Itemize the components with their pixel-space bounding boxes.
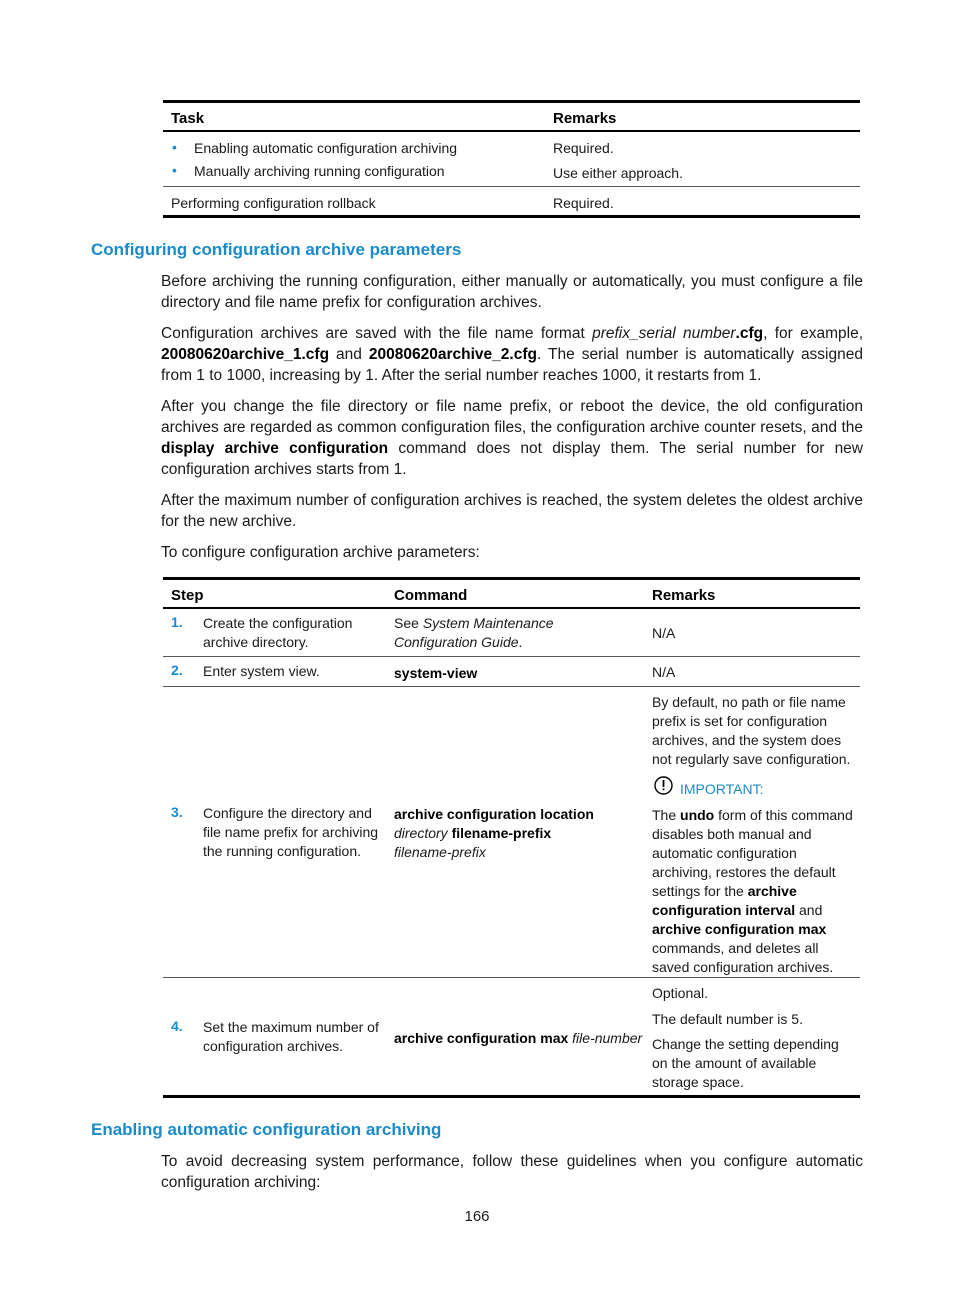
remarks-header: Remarks bbox=[553, 110, 617, 127]
step-command: archive configuration max file-number bbox=[394, 1030, 643, 1046]
section-title-auto-archiving: Enabling automatic configuration archiving bbox=[91, 1120, 442, 1139]
row-divider bbox=[163, 686, 860, 687]
paragraph: After the maximum number of configuration archives is reached, the system deletes the oldest archive for the new archive. bbox=[161, 492, 863, 530]
link-config-rollback[interactable]: Performing configuration rollback bbox=[171, 195, 376, 211]
table-bottom-rule bbox=[163, 215, 860, 218]
step-remarks: Change the setting depending on the amount of available storage space. bbox=[652, 1036, 839, 1090]
step-remarks: Optional. bbox=[652, 985, 709, 1001]
step-number: 4. bbox=[171, 1018, 183, 1034]
step-remarks: The default number is 5. bbox=[652, 1011, 803, 1027]
step-description: Set the maximum number of configuration archives. bbox=[203, 1019, 379, 1054]
step-remarks: N/A bbox=[652, 664, 676, 680]
step-command: archive configuration location directory filename-prefix filename-prefix bbox=[394, 806, 594, 860]
page-number: 166 bbox=[464, 1208, 490, 1225]
step-header: Step bbox=[171, 587, 204, 604]
table-bottom-rule bbox=[163, 1095, 860, 1098]
step-command: See System Maintenance Configuration Guide. bbox=[394, 615, 554, 650]
step-remarks-default: By default, no path or file name prefix is set for configuration archives, and the system does not regularly save configuration. bbox=[652, 694, 851, 767]
row-divider bbox=[163, 977, 860, 978]
header-rule bbox=[163, 130, 860, 132]
step-description: Configure the directory and file name prefix for archiving the running configuration. bbox=[203, 805, 379, 859]
row-divider bbox=[163, 186, 860, 187]
row-divider bbox=[163, 656, 860, 657]
task-header: Task bbox=[171, 110, 205, 127]
step-remarks: N/A bbox=[652, 625, 676, 641]
step-number: 3. bbox=[171, 804, 183, 820]
paragraph: To avoid decreasing system performance, follow these guidelines when you configure automatic configuration archiving: bbox=[161, 1153, 863, 1191]
bullet-icon: • bbox=[172, 162, 177, 178]
header-rule bbox=[163, 607, 860, 609]
remark-required-2: Required. bbox=[553, 195, 614, 211]
remark-required: Required. bbox=[553, 140, 614, 156]
step-description: Create the configuration archive directory. bbox=[203, 615, 353, 650]
paragraph: Configuration archives are saved with the file name format prefix_serial number.cfg, for example, 20080620archive_1.cfg and 20080620archive_2.cfg. The serial number is automatically assigned from 1 to 1000, increasing by 1. After the serial number reaches 1000, it restarts from 1. bbox=[161, 325, 863, 384]
paragraph: To configure configuration archive parameters: bbox=[161, 544, 480, 561]
step-command: system-view bbox=[394, 665, 478, 681]
section-title-archive-params: Configuring configuration archive parameters bbox=[91, 240, 462, 259]
bullet-icon: • bbox=[172, 139, 177, 155]
important-note: The undo form of this command disables both manual and automatic configuration archiving, restores the default settings for the archive configuration interval and archive configuration max commands, and deletes all saved configuration archives. bbox=[652, 807, 853, 975]
remark-either: Use either approach. bbox=[553, 165, 683, 181]
link-manually-archiving[interactable]: Manually archiving running configuration bbox=[194, 163, 445, 179]
important-icon bbox=[654, 776, 673, 795]
step-number: 2. bbox=[171, 662, 183, 678]
step-number: 1. bbox=[171, 614, 183, 630]
step-description: Enter system view. bbox=[203, 663, 320, 679]
command-header: Command bbox=[394, 587, 468, 604]
table-top-rule bbox=[163, 100, 860, 103]
link-enabling-auto-archiving[interactable]: Enabling automatic configuration archiving bbox=[194, 140, 458, 156]
remarks-header: Remarks bbox=[652, 587, 716, 604]
important-label: IMPORTANT: bbox=[680, 781, 764, 797]
table-top-rule bbox=[163, 577, 860, 580]
paragraph: After you change the file directory or file name prefix, or reboot the device, the old configuration archives are regarded as common configuration files, the configuration archive counter resets, and the display archive configuration command does not display them. The serial number for new configuration archives starts from 1. bbox=[161, 398, 863, 478]
paragraph: Before archiving the running configuration, either manually or automatically, you must configure a file directory and file name prefix for configuration archives. bbox=[161, 273, 863, 311]
